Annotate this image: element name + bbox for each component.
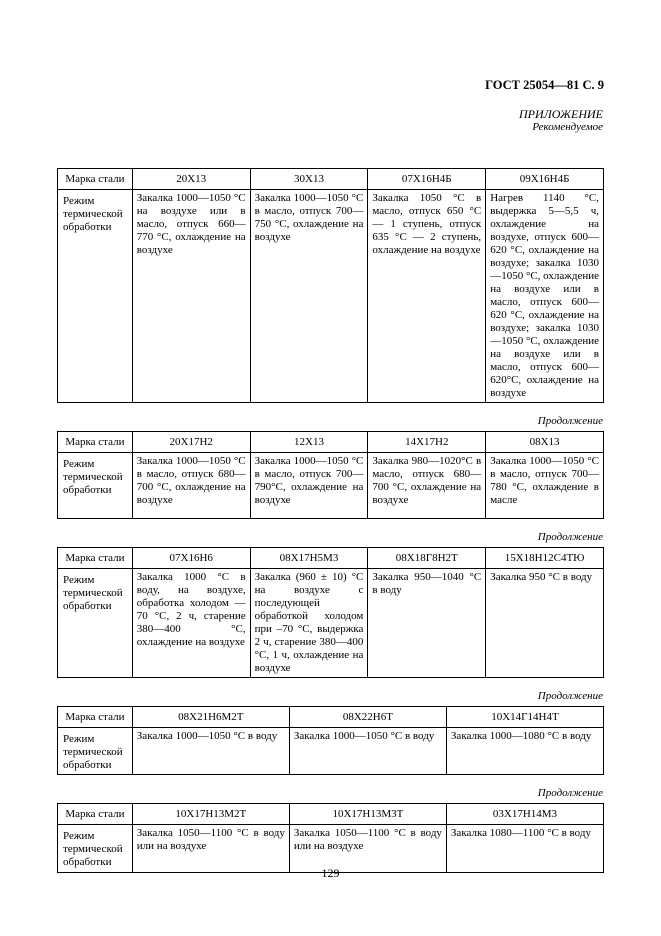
corner-header: Марка стали xyxy=(58,804,133,825)
grade-header: 08X18Г8Н2Т xyxy=(368,548,486,569)
grade-header: 08X21Н6М2Т xyxy=(132,707,289,728)
appendix-block xyxy=(519,108,603,134)
grade-header: 07X16Н6 xyxy=(132,548,250,569)
heat-treatment-table-5 xyxy=(57,803,604,873)
table-cell: Закалка 1000 °С в воду, на воздухе, обработка холодом — 70 °С, 2 ч, старение 380—400 °С, охлаждение на воздухе xyxy=(132,569,250,678)
grade-header: 08X13 xyxy=(486,432,604,453)
table-cell: Закалка 1000—1050 °С на воздухе или в масло, отпуск 660—770 °С, охлаждение на воздухе xyxy=(132,190,250,403)
grade-header: 10X14Г14Н4Т xyxy=(446,707,603,728)
grade-header: 08X17Н5М3 xyxy=(250,548,368,569)
row-label: Режим термической обработки xyxy=(58,728,133,775)
table-row xyxy=(58,569,604,678)
grade-header: 14X17Н2 xyxy=(368,432,486,453)
corner-header: Марка стали xyxy=(58,432,133,453)
grade-header: 08X22Н6Т xyxy=(289,707,446,728)
table-cell: Закалка 1000—1050 °С в масло, отпуск 680—700 °С, охлаждение на воздухе xyxy=(132,453,250,519)
table-cell: Закалка 1000—1050 °С в масло, отпуск 700—780 °С, охлаждение в масле xyxy=(486,453,604,519)
table-cell: Закалка 1000—1050 °С в масло, отпуск 700—750 °С, охлаждение на воздухе xyxy=(250,190,368,403)
continuation-label: Продолжение xyxy=(537,531,603,543)
row-label: Режим термической обработки xyxy=(58,825,133,873)
heat-treatment-table-4 xyxy=(57,706,604,775)
table-header-row xyxy=(58,707,604,728)
grade-header: 20X13 xyxy=(132,169,250,190)
table-row xyxy=(58,453,604,519)
table-cell: Закалка 1000—1050 °С в воду xyxy=(132,728,289,775)
grade-header: 12X13 xyxy=(250,432,368,453)
heat-treatment-table-1 xyxy=(57,168,604,403)
heat-treatment-table-2 xyxy=(57,431,604,519)
table-cell: Закалка (960 ± 10) °С на воздухе с последующей обработкой холодом при –70 °С, выдержка 2 ч, старение 380—400 °С, 1 ч, охлаждение на воздухе xyxy=(250,569,368,678)
row-label: Режим термической обработки xyxy=(58,190,133,403)
table-row xyxy=(58,728,604,775)
table-header-row xyxy=(58,432,604,453)
continuation-label: Продолжение xyxy=(537,415,603,427)
table-cell: Нагрев 1140 °С, выдержка 5—5,5 ч, охлаждение на воздухе, отпуск 600—620 °С, охлаждение на воздухе; закалка 1030—1050 °С, охлаждение на воздухе или в масло, отпуск 600—620 °С, охлаждение на воздухе; закалка 1030—1050 °С, охлаждение на воздухе или в масло, отпуск 600—620°С, охлаждение на воздухе xyxy=(486,190,604,403)
row-label: Режим термической обработки xyxy=(58,453,133,519)
grade-header: 15X18Н12С4ТЮ xyxy=(486,548,604,569)
table-header-row xyxy=(58,804,604,825)
table-row xyxy=(58,190,604,403)
row-label: Режим термической обработки xyxy=(58,569,133,678)
grade-header: 10X17Н13М3Т xyxy=(289,804,446,825)
table-cell: Закалка 1050—1100 °С в воду или на воздухе xyxy=(289,825,446,873)
appendix-subtitle: Рекомендуемое xyxy=(532,121,603,133)
continuation-label: Продолжение xyxy=(537,787,603,799)
table-header-row xyxy=(58,548,604,569)
heat-treatment-table-3 xyxy=(57,547,604,678)
grade-header: 30X13 xyxy=(250,169,368,190)
corner-header: Марка стали xyxy=(58,548,133,569)
page-number: 129 xyxy=(321,866,340,880)
appendix-title: ПРИЛОЖЕНИЕ xyxy=(519,107,603,121)
page-content xyxy=(57,168,604,873)
corner-header: Марка стали xyxy=(58,169,133,190)
grade-header: 20X17Н2 xyxy=(132,432,250,453)
table-cell: Закалка 950 °С в воду xyxy=(486,569,604,678)
grade-header: 07X16Н4Б xyxy=(368,169,486,190)
table-cell: Закалка 950—1040 °С в воду xyxy=(368,569,486,678)
grade-header: 03X17Н14М3 xyxy=(446,804,603,825)
corner-header: Марка стали xyxy=(58,707,133,728)
table-cell: Закалка 1000—1080 °С в воду xyxy=(446,728,603,775)
table-cell: Закалка 1000—1050 °С в масло, отпуск 700—790°С, охлаждение на воздухе xyxy=(250,453,368,519)
table-cell: Закалка 980—1020°С в масло, отпуск 680—700 °С, охлаждение на воздухе xyxy=(368,453,486,519)
table-cell: Закалка 1050—1100 °С в воду или на воздухе xyxy=(132,825,289,873)
table-cell: Закалка 1000—1050 °С в воду xyxy=(289,728,446,775)
grade-header: 10X17Н13М2Т xyxy=(132,804,289,825)
table-cell: Закалка 1080—1100 °С в воду xyxy=(446,825,603,873)
document-header: ГОСТ 25054—81 С. 9 xyxy=(485,78,604,92)
table-cell: Закалка 1050 °С в масло, отпуск 650 °С — 1 ступень, отпуск 635 °С — 2 ступень, охлаждение на воздухе xyxy=(368,190,486,403)
table-header-row xyxy=(58,169,604,190)
grade-header: 09X16Н4Б xyxy=(486,169,604,190)
continuation-label: Продолжение xyxy=(537,690,603,702)
